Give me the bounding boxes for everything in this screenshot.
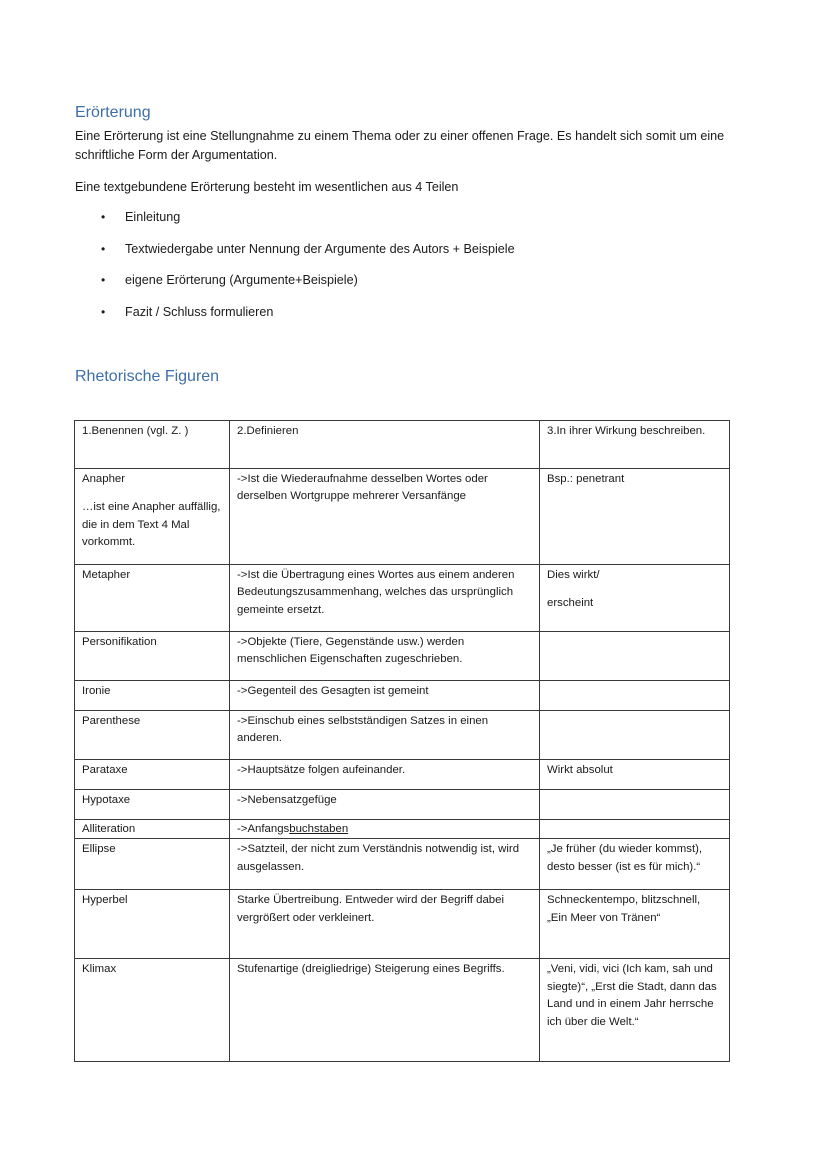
intro-paragraph: Eine Erörterung ist eine Stellungnahme zu einem Thema oder zu einer offenen Frage. Es handelt sich somit um eine schriftliche Form der Argumentation. (75, 129, 725, 162)
table-row (75, 760, 730, 790)
definition-cell: ->Einschub eines selbstständigen Satzes in einen anderen. (230, 711, 540, 760)
table-header-row (75, 421, 730, 469)
bullet-icon: • (101, 304, 106, 319)
definition-cell: ->Gegenteil des Gesagten ist gemeint (230, 681, 540, 711)
effect-cell: Wirkt absolut (540, 760, 730, 790)
table-row (75, 469, 730, 565)
definition-cell: Starke Übertreibung. Entweder wird der Begriff dabei vergrößert oder verkleinert. (230, 890, 540, 959)
name-cell: Personifikation (75, 632, 230, 681)
figure-name: Anapher (82, 473, 126, 485)
definition-cell: ->Nebensatzgefüge (230, 790, 540, 820)
definition-cell: ->Hauptsätze folgen aufeinander. (230, 760, 540, 790)
list-item (75, 271, 515, 303)
definition-cell: ->Satzteil, der nicht zum Verständnis notwendig ist, wird ausgelassen. (230, 839, 540, 890)
header-cell: 3.In ihrer Wirkung beschreiben. (540, 421, 730, 469)
definition-cell (230, 820, 540, 839)
effect-cell (540, 681, 730, 711)
name-cell (75, 469, 230, 565)
effect-cell: Schneckentempo, blitzschnell, „Ein Meer von Tränen“ (540, 890, 730, 959)
effect-text: erscheint (547, 597, 594, 610)
definition-cell: ->Ist die Wiederaufnahme desselben Wortes oder derselben Wortgruppe mehrerer Versanfänge (230, 469, 540, 565)
effect-cell (540, 820, 730, 839)
definition-cell: ->Objekte (Tiere, Gegenstände usw.) werden menschlichen Eigenschaften zugeschrieben. (230, 632, 540, 681)
bullet-icon: • (101, 273, 106, 287)
name-cell: Ellipse (75, 839, 230, 890)
lead-paragraph: Eine textgebundene Erörterung besteht im wesentlichen aus 4 Teilen (75, 180, 459, 194)
table-row (75, 632, 730, 681)
definition-text: ->Anfangs (237, 823, 290, 835)
list-item-text: Fazit / Schluss formulieren (125, 304, 274, 319)
name-cell: Ironie (75, 681, 230, 711)
parts-list (75, 208, 515, 334)
list-item (75, 240, 515, 272)
header-cell: 2.Definieren (230, 421, 540, 469)
figure-note: …ist eine Anapher auffällig, die in dem Text 4 Mal vorkommt. (82, 501, 221, 549)
heading-rhetorische-figuren: Rhetorische Figuren (75, 368, 220, 385)
table-row (75, 711, 730, 760)
list-item (75, 208, 515, 240)
list-item-text: Einleitung (125, 210, 181, 224)
table-row (75, 839, 730, 890)
table-row (75, 565, 730, 632)
name-cell: Parenthese (75, 711, 230, 760)
definition-cell: ->Ist die Übertragung eines Wortes aus einem anderen Bedeutungszusammenhang, welches das ursprünglich gemeinte ersetzt. (230, 565, 540, 632)
bullet-icon: • (101, 210, 106, 224)
effect-cell (540, 711, 730, 760)
effect-cell: „Veni, vidi, vici (Ich kam, sah und siegte)“, „Erst die Stadt, dann das Land und in einem Jahr herrsche ich über die Welt.“ (540, 959, 730, 1062)
name-cell: Parataxe (75, 760, 230, 790)
definition-cell: Stufenartige (dreigliedrige) Steigerung eines Begriffs. (230, 959, 540, 1062)
list-item (75, 303, 515, 335)
list-item-text: Textwiedergabe unter Nennung der Argumente des Autors + Beispiele (125, 241, 515, 256)
list-item-text: eigene Erörterung (Argumente+Beispiele) (125, 273, 358, 287)
name-cell: Hypotaxe (75, 790, 230, 820)
name-cell: Klimax (75, 959, 230, 1062)
table-row (75, 790, 730, 820)
heading-eroerterung: Erörterung (75, 104, 151, 121)
table-row (75, 959, 730, 1062)
definition-underlined-text: buchstaben (289, 823, 349, 835)
figures-table (74, 420, 730, 1062)
effect-cell (540, 565, 730, 632)
name-cell: Hyperbel (75, 890, 230, 959)
table-row (75, 681, 730, 711)
effect-text: Dies wirkt/ (547, 569, 600, 581)
effect-cell (540, 790, 730, 820)
effect-cell: Bsp.: penetrant (540, 469, 730, 565)
effect-cell: „Je früher (du wieder kommst), desto besser (ist es für mich).“ (540, 839, 730, 890)
bullet-icon: • (101, 241, 106, 256)
table-row (75, 820, 730, 839)
name-cell: Metapher (75, 565, 230, 632)
name-cell: Alliteration (75, 820, 230, 839)
table-row (75, 890, 730, 959)
header-cell: 1.Benennen (vgl. Z. ) (75, 421, 230, 469)
effect-cell (540, 632, 730, 681)
